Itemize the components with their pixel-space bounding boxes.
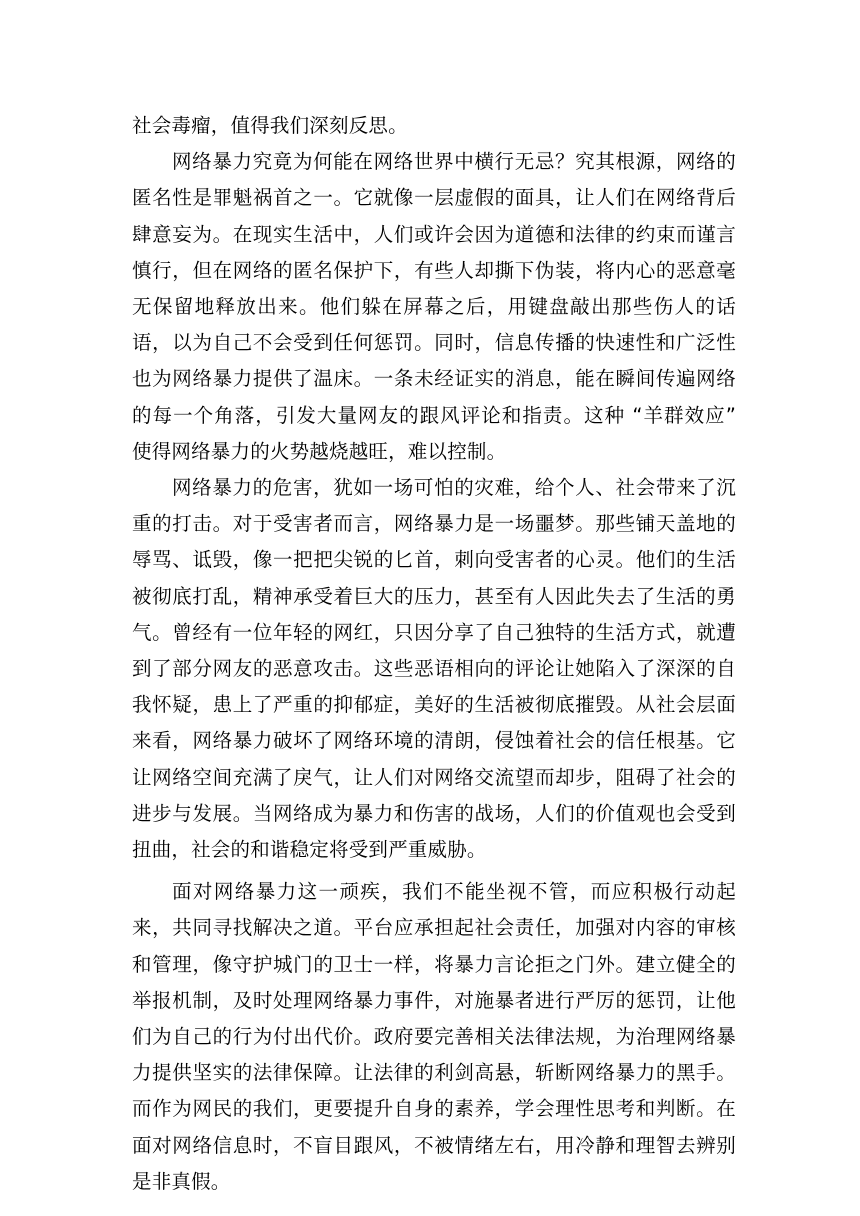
paragraph-continuation: 社会毒瘤，值得我们深刻反思。 [132,114,408,137]
paragraph-causes: 网络暴力究竟为何能在网络世界中横行无忌？究其根源，网络的匿名性是罪魁祸首之一。它就像一层虚假的面具，让人们在网络背后肆意妄为。在现实生活中，人们或许会因为道德和法律的约束而谨言慎行，但在网络的匿名保护下，有些人却撕下伪装，将内心的恶意毫无保留地释放出来。他们躲在屏幕之后，用键盘敲出那些伤人的话语，以为自己不会受到任何惩罚。同时，信息传播的快速性和广泛性也为网络暴力提供了温床。一条未经证实的消息，能在瞬间传遍网络的每一个角落，引发大量网友的跟风评论和指责。这种 “羊群效应” 使得网络暴力的火势越烧越旺，难以控制。 [132,150,736,463]
document-page [132,108,736,1200]
paragraph-solutions: 面对网络暴力这一顽疾，我们不能坐视不管，而应积极行动起来，共同寻找解决之道。平台应承担起社会责任，加强对内容的审核和管理，像守护城门的卫士一样，将暴力言论拒之门外。建立健全的举报机制，及时处理网络暴力事件，对施暴者进行严厉的惩罚，让他们为自己的行为付出代价。政府要完善相关法律法规，为治理网络暴力提供坚实的法律保障。让法律的利剑高悬，斩断网络暴力的黑手。而作为网民的我们，更要提升自身的素养，学会理性思考和判断。在面对网络信息时，不盲目跟风，不被情绪左右，用冷静和理智去辨别是非真假。 [132,880,736,1193]
paragraph-harms: 网络暴力的危害，犹如一场可怕的灾难，给个人、社会带来了沉重的打击。对于受害者而言，网络暴力是一场噩梦。那些铺天盖地的辱骂、诋毁，像一把把尖锐的匕首，刺向受害者的心灵。他们的生活被彻底打乱，精神承受着巨大的压力，甚至有人因此失去了生活的勇气。曾经有一位年轻的网红，只因分享了自己独特的生活方式，就遭到了部分网友的恶意攻击。这些恶语相向的评论让她陷入了深深的自我怀疑，患上了严重的抑郁症，美好的生活被彻底摧毁。从社会层面来看，网络暴力破坏了网络环境的清朗，侵蚀着社会的信任根基。它让网络空间充满了戾气，让人们对网络交流望而却步，阻碍了社会的进步与发展。当网络成为暴力和伤害的战场，人们的价值观也会受到扭曲，社会的和谐稳定将受到严重威胁。 [132,476,736,862]
